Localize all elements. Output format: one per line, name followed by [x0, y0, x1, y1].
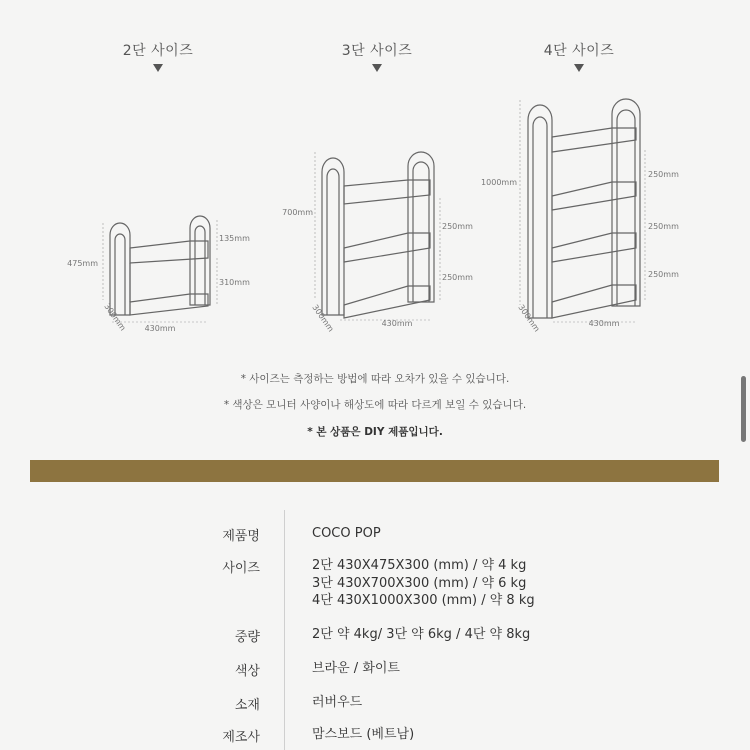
- dim-width-4tier: 430mm: [588, 319, 620, 328]
- dim-top-4tier: 250mm: [648, 170, 679, 179]
- dim-lower-4tier: 250mm: [648, 270, 679, 279]
- shelf-2tier-drawing: [110, 216, 210, 315]
- spec-label: 색상: [234, 664, 260, 679]
- section-divider-band: [30, 460, 719, 482]
- shelf-size-diagrams: [0, 0, 750, 350]
- spec-label: 사이즈: [222, 561, 260, 576]
- dim-lower-2tier: 310mm: [219, 278, 250, 287]
- dim-height-4tier: 1000mm: [481, 178, 517, 187]
- size-title-4tier: 4단 사이즈: [543, 43, 615, 59]
- size-title-2tier: 2단 사이즈: [122, 43, 194, 59]
- spec-label: 제조사: [222, 730, 260, 745]
- dim-lower-3tier: 250mm: [442, 273, 473, 282]
- dim-height-2tier: 475mm: [67, 259, 98, 268]
- spec-value: 러버우드: [312, 695, 363, 710]
- shelf-4tier-drawing: [528, 99, 640, 318]
- note-diy: * 본 상품은 DIY 제품입니다.: [307, 426, 443, 438]
- dim-height-3tier: 700mm: [282, 208, 313, 217]
- dim-depth-4tier: 300mm: [516, 302, 542, 334]
- spec-label: 중량: [234, 630, 260, 645]
- dim-upper-3tier: 250mm: [442, 222, 473, 231]
- spec-label: 제품명: [222, 529, 260, 544]
- dim-middle-4tier: 250mm: [648, 222, 679, 231]
- spec-value: COCO POP: [312, 526, 381, 541]
- shelf-3tier-drawing: [322, 152, 434, 318]
- dim-width-2tier: 430mm: [144, 324, 176, 333]
- dim-depth-2tier: 300mm: [102, 301, 128, 333]
- size-title-3tier: 3단 사이즈: [341, 43, 413, 59]
- scrollbar-thumb[interactable]: [741, 376, 746, 442]
- dim-width-3tier: 430mm: [381, 319, 413, 328]
- dim-upper-2tier: 135mm: [219, 234, 250, 243]
- note-size-tolerance: * 사이즈는 측정하는 방법에 따라 오차가 있을 수 있습니다.: [240, 373, 510, 385]
- note-color-variance: * 색상은 모니터 사양이나 해상도에 따라 다르게 보일 수 있습니다.: [223, 399, 527, 411]
- spec-table-divider: [284, 510, 285, 750]
- spec-label: 소재: [234, 698, 260, 713]
- dim-depth-3tier: 300mm: [310, 302, 336, 334]
- spec-value: 2단 430X475X300 (mm) / 약 4 kg 3단 430X700X300 (mm) / 약 6 kg 4단 430X1000X300 (mm) / 약 8 kg: [312, 558, 535, 608]
- spec-value: 2단 약 4kg/ 3단 약 6kg / 4단 약 8kg: [312, 627, 531, 642]
- spec-value: 맘스보드 (베트남): [312, 727, 415, 742]
- spec-value: 브라운 / 화이트: [312, 661, 400, 676]
